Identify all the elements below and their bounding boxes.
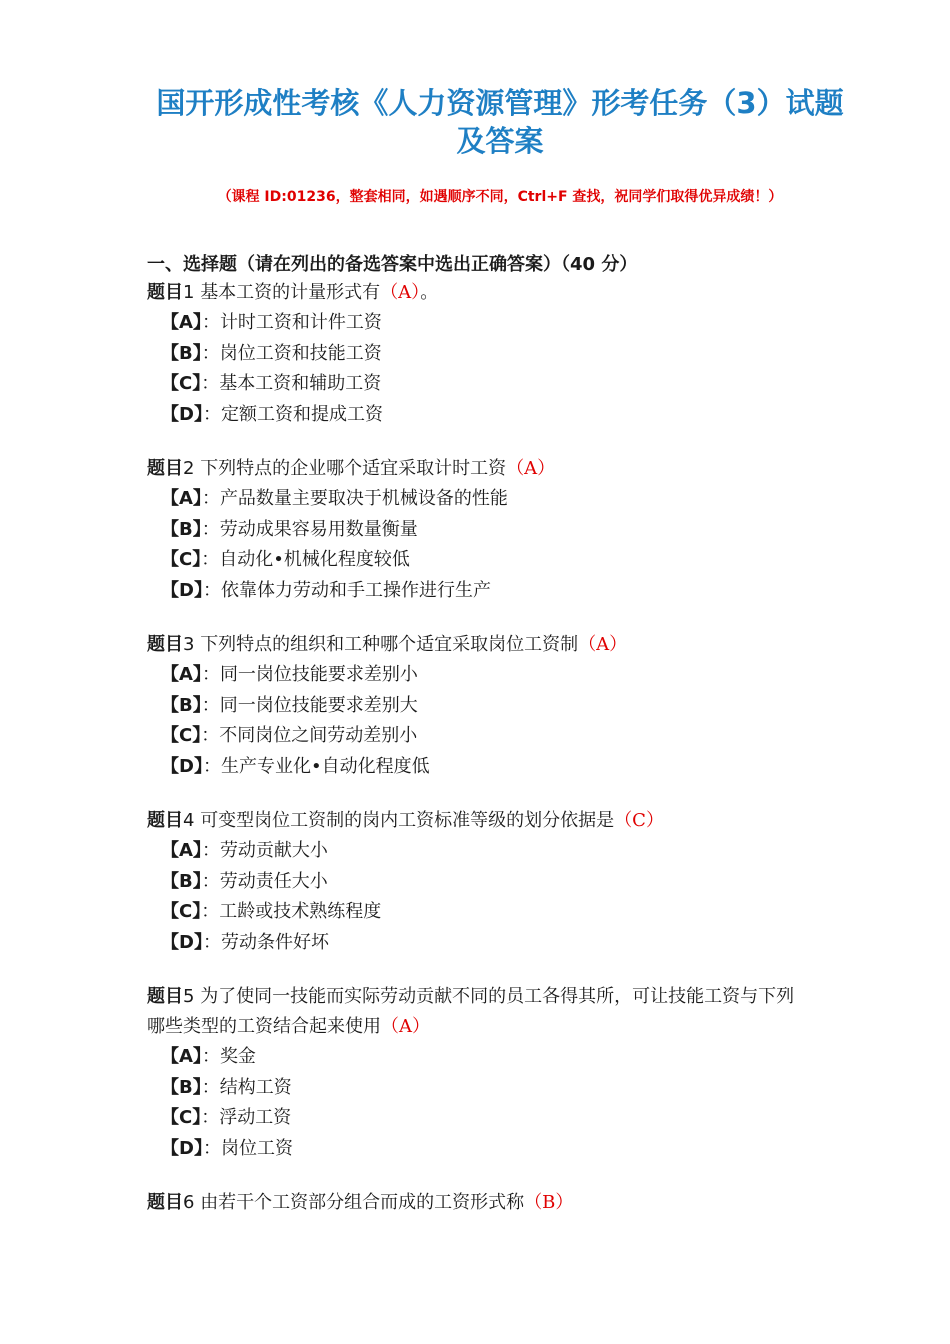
question-answer: （B） <box>524 1192 574 1213</box>
title-line-1: 国开形成性考核《人力资源管理》形考任务（3）试题 <box>156 86 844 120</box>
option-d <box>147 928 807 959</box>
option-separator: ： <box>201 312 220 333</box>
question-answer: （C） <box>614 810 664 831</box>
option-c <box>147 897 807 928</box>
option-key: 【B】 <box>161 694 202 716</box>
question-6 <box>147 1188 807 1218</box>
option-text: 劳动责任大小 <box>219 870 328 892</box>
title-line-2: 及答案 <box>456 124 544 158</box>
option-key: 【B】 <box>161 870 202 892</box>
option-key: 【C】 <box>161 549 202 570</box>
option-separator: ： <box>202 579 221 601</box>
option-b <box>147 691 807 722</box>
option-text: 劳动条件好坏 <box>220 931 329 953</box>
question-4 <box>147 806 807 958</box>
option-text: 劳动贡献大小 <box>219 840 328 861</box>
option-key: 【A】 <box>161 664 202 685</box>
option-d <box>147 400 807 431</box>
option-text: 依靠体力劳动和手工操作进行生产 <box>220 579 491 601</box>
option-separator: ： <box>201 1046 220 1067</box>
question-number: 6 <box>183 1192 195 1213</box>
option-separator: ： <box>202 1137 221 1159</box>
question-text: 由若干个工资部分组合而成的工资形式称 <box>200 1192 525 1213</box>
option-key: 【C】 <box>161 901 202 922</box>
option-separator: ： <box>201 664 220 685</box>
option-text: 产品数量主要取决于机械设备的性能 <box>219 488 508 509</box>
question-2 <box>147 454 807 606</box>
option-a <box>147 660 807 691</box>
option-separator: ： <box>201 840 220 861</box>
option-text: 计时工资和计件工资 <box>219 312 382 333</box>
question-label: 题目 <box>147 986 183 1007</box>
option-separator: ： <box>201 549 220 570</box>
option-text: 定额工资和提成工资 <box>220 403 383 425</box>
option-key: 【A】 <box>161 312 202 333</box>
option-key: 【B】 <box>161 1076 202 1098</box>
option-a <box>147 308 807 339</box>
option-key: 【C】 <box>161 1107 202 1128</box>
option-key: 【D】 <box>161 579 203 601</box>
option-c <box>147 545 807 576</box>
option-text: 自动化•机械化程度较低 <box>219 549 410 570</box>
document-body <box>147 252 807 1242</box>
question-suffix: 。 <box>420 282 439 303</box>
option-key: 【C】 <box>161 373 202 394</box>
question-number: 1 <box>183 282 195 303</box>
question-3 <box>147 630 807 782</box>
option-text: 奖金 <box>219 1046 256 1067</box>
question-answer: （A） <box>578 634 628 655</box>
option-separator: ： <box>201 870 220 892</box>
question-number: 2 <box>183 458 195 479</box>
option-text: 结构工资 <box>219 1076 292 1098</box>
question-text: 下列特点的企业哪个适宜采取计时工资 <box>200 458 507 479</box>
question-label: 题目 <box>147 282 183 303</box>
question-label: 题目 <box>147 634 183 655</box>
option-text: 劳动成果容易用数量衡量 <box>219 518 418 540</box>
option-separator: ： <box>201 694 220 716</box>
option-separator: ： <box>202 755 221 777</box>
question-text: 基本工资的计量形式有 <box>200 282 381 303</box>
question-text: 下列特点的组织和工种哪个适宜采取岗位工资制 <box>200 634 579 655</box>
question-5 <box>147 982 807 1164</box>
question-list <box>147 278 807 1218</box>
option-separator: ： <box>201 725 220 746</box>
option-key: 【C】 <box>161 725 202 746</box>
option-separator: ： <box>201 488 220 509</box>
option-b <box>147 515 807 546</box>
option-text: 同一岗位技能要求差别大 <box>219 694 418 716</box>
question-stem <box>147 982 807 1042</box>
option-separator: ： <box>201 373 220 394</box>
question-stem <box>147 454 807 484</box>
option-separator: ： <box>202 931 221 953</box>
question-label: 题目 <box>147 1192 183 1213</box>
question-label: 题目 <box>147 810 183 831</box>
section-heading: 一、选择题（请在列出的备选答案中选出正确答案）（40 分） <box>147 254 638 275</box>
question-number: 5 <box>183 986 195 1007</box>
option-a <box>147 836 807 867</box>
question-text: 为了使同一技能而实际劳动贡献不同的员工各得其所，可让技能工资与下列哪些类型的工资结合起来使用 <box>147 986 795 1037</box>
question-answer: （A） <box>381 1016 430 1037</box>
course-note: （课程 ID:01236，整套相同，如遇顺序不同，Ctrl+F 查找，祝同学们取得优异成绩！） <box>217 189 783 205</box>
option-a <box>147 1042 807 1073</box>
option-separator: ： <box>201 518 220 540</box>
option-separator: ： <box>201 342 220 364</box>
option-separator: ： <box>201 1076 220 1098</box>
question-stem <box>147 806 807 836</box>
option-text: 工龄或技术熟练程度 <box>219 901 382 922</box>
option-d <box>147 752 807 783</box>
option-d <box>147 1134 807 1165</box>
question-number: 4 <box>183 810 195 831</box>
question-number: 3 <box>183 634 195 655</box>
question-stem <box>147 1188 807 1218</box>
option-b <box>147 1073 807 1104</box>
option-c <box>147 1103 807 1134</box>
option-b <box>147 339 807 370</box>
question-answer: （A） <box>506 458 556 479</box>
option-separator: ： <box>201 901 220 922</box>
option-d <box>147 576 807 607</box>
option-key: 【D】 <box>161 1137 203 1159</box>
question-1 <box>147 278 807 430</box>
option-c <box>147 721 807 752</box>
option-text: 岗位工资 <box>220 1137 293 1159</box>
option-text: 同一岗位技能要求差别小 <box>219 664 418 685</box>
option-text: 不同岗位之间劳动差别小 <box>219 725 418 746</box>
option-key: 【D】 <box>161 931 203 953</box>
question-stem <box>147 278 807 308</box>
option-text: 岗位工资和技能工资 <box>219 342 382 364</box>
option-key: 【D】 <box>161 755 203 777</box>
option-key: 【A】 <box>161 488 202 509</box>
option-text: 浮动工资 <box>219 1107 292 1128</box>
option-key: 【D】 <box>161 403 203 425</box>
option-key: 【B】 <box>161 518 202 540</box>
option-separator: ： <box>202 403 221 425</box>
question-text: 可变型岗位工资制的岗内工资标准等级的划分依据是 <box>200 810 615 831</box>
question-label: 题目 <box>147 458 183 479</box>
option-key: 【A】 <box>161 1046 202 1067</box>
option-c <box>147 369 807 400</box>
question-answer: （A） <box>380 282 421 303</box>
option-separator: ： <box>201 1107 220 1128</box>
option-key: 【A】 <box>161 840 202 861</box>
option-text: 生产专业化•自动化程度低 <box>220 755 430 777</box>
question-stem <box>147 630 807 660</box>
option-key: 【B】 <box>161 342 202 364</box>
option-text: 基本工资和辅助工资 <box>219 373 382 394</box>
option-a <box>147 484 807 515</box>
document-title <box>130 84 870 160</box>
option-b <box>147 867 807 898</box>
